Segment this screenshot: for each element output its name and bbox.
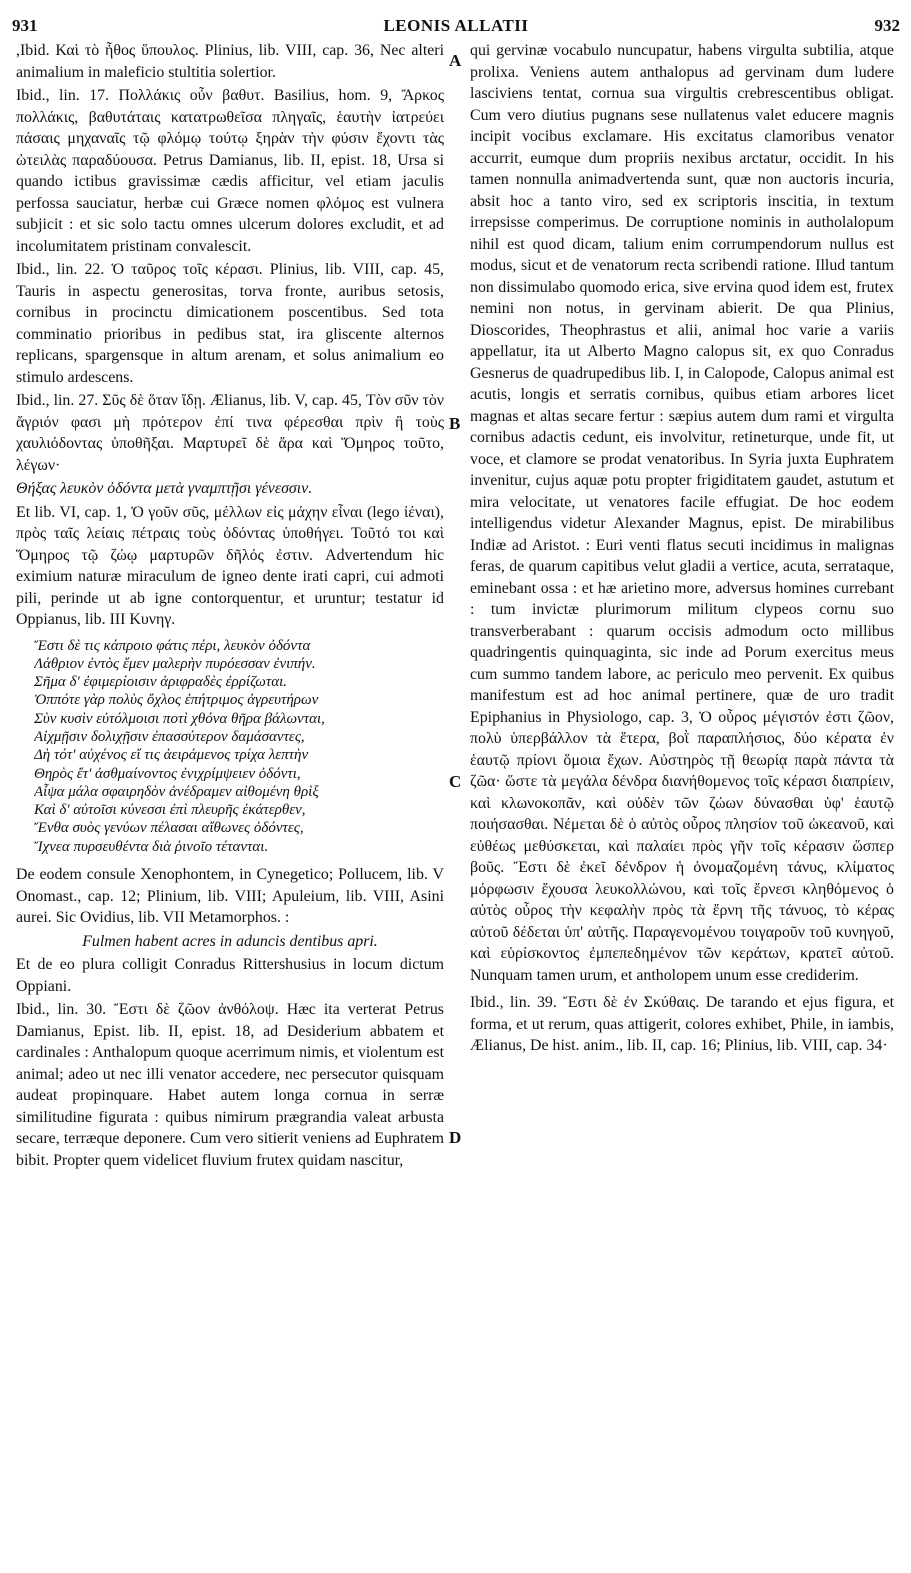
running-title: LEONIS ALLATII [383, 16, 529, 35]
verse-line: Αἰχμῇσιν δολιχῇσιν ἐπασσύτερον δαμάσαντες, [34, 728, 305, 745]
page-header [12, 6, 900, 36]
verse-line: Σῆμα δ' ἐφιμερίοισιν ἀριφραδὲς ἐρρίζωται. [34, 674, 288, 691]
paragraph: Ibid., lin. 39. Ἔστι δὲ ἐν Σκύθαις. De tarando et ejus figura, et forma, et ut rerum, quas attigerit, colores exhibet, Phile, in iambis, Ælianus, De hist. anim., lib. II, cap. 16; Plinius, lib. VIII, cap. 34· [470, 994, 894, 1054]
left-column [16, 40, 444, 1171]
paragraph: Ibid., lin. 27. Σῦς δὲ ὅταν ἴδῃ. Ælianus, lib. V, cap. 45, Τὸν σῦν τὸν ἄγριόν φασι μὴ πρότερον ἐπί τινα φέρεσθαι πρὶν ἢ τοὺς χαυλιόδοντας ὑποθῆξαι. Μαρτυρεῖ δὲ ἄρα καὶ Ὅμηρος τοῦτο, λέγων· [16, 392, 444, 474]
paragraph: Ibid., lin. 30. Ἔστι δὲ ζῶον ἀνθόλοψ. Hæc ita verterat Petrus Damianus, Epist. lib. II, epist. 18, ad Desiderium abbatem et cardinales : Anthalopum quoque acerrimum nimis, et violentum est animal; adeo ut nec illi venator accedere, nec persecutor quisquam audeat propinquare. Habet autem longa cornua in serræ similitudine figurata : quibus nimirum prægrandia valeat arbusta secare, terræque deponere. Cum vero sitierit veniens ad Euphratem bibit. Propter quem videlicet fluvium frutex quidam nascitur, [16, 1001, 444, 1169]
verse-line: Καὶ δ' αὐτοῖσι κύνεσσι ἐπὶ πλευρῆς ἑκάτερθεν, [34, 802, 306, 819]
verse-line: Λάθριον ἐντὸς ἔμεν μαλερὴν πυρόεσσαν ἐνιπήν. [34, 655, 316, 672]
margin-marker-a: A [449, 51, 462, 70]
verse-line: Αἶψα μάλα σφαιρηδὸν ἀνέδραμεν αἰθομένη θρὶξ [34, 783, 319, 800]
quoted-verse-line: Fulmen habent acres in aduncis dentibus apri. [82, 932, 378, 950]
paragraph: Ibid., lin. 17. Πολλάκις οὖν βαθυτ. Basilius, hom. 9, Ἄρκος πολλάκις, βαθυτάταις κατατρωθεῖσα πληγαῖς, ἑαυτὴν ἰατρεύει πάσαις μηχαναῖς τῷ φλόμῳ τούτῳ ξηρὰν τὴν φύσιν ἔχοντι τὰς ὠτειλὰς παραδύουσα. Petrus Damianus, lib. II, epist. 18, Ursa si quando ictibus gravissimæ cædis afficitur, vel etiam jaculis perfossa sauciatur, herbæ cui Græce nomen φλόμος est vulnera subjicit : et sic solo tactu omnes ulcerum dolores excludit, et ad incolumitatem pristinam convalescit. [16, 87, 444, 255]
paragraph: ,Ibid. Καὶ τὸ ἦθος ὕπουλος. Plinius, lib. VIII, cap. 36, Nec alteri animalium in maleficio stultitia solertior. [16, 42, 444, 81]
paragraph: Et de eo plura colligit Conradus Rittershusius in locum dictum Oppiani. [16, 956, 444, 995]
verse-line: Ἔστι δὲ τις κάπροιο φάτις πέρι, λευκὸν ὀδόντα [34, 637, 311, 654]
paragraph: qui gervinæ vocabulo nuncupatur, habens virgulta subtilia, atque prolixa. Veniens autem anthalopus ad gervinam dum ludere lasciviens tentat, cornua sua virgultis crebrescentibus obligat. Cum vero diutius pugnans sese nullatenus valet educere magnis incipit vocibus exclamare. His excitatus clamoribus venator accurrit, eumque dum propriis nexibus arctatur, occidit. In his tamen nonnulla animadvertenda sunt, quæ non auctoris incuria, absit hoc a tanto viro, sed ex scriptoris inscitia, in textum irrepsisse comperimus. De corruptione nominis in autholalopum nihil est quod dicam, talium enim corrumpendorum nullus est modus, sicut et de venatorum recta scribendi ratione. Illud tantum non dissimulabo quomodo erica, sive ervina quod idem est, frutex nemini non notus, in gervinam abierit. De qua Plinius, Dioscorides, Theophrastus et alii, animal hoc varie a variis appellatur, ita ut Alberto Magno calopus sit, ex quo Conradus Gesnerus de quadrupedibus lib. I, in Calopode, Calopus animal est acutis, longis et serratis cornibus, quibus etiam arbores licet magnas et altas secare fertur : sæpius autem dum rami et virgulta cornibus adactis cedunt, eis involvitur, retineturque, unde fit, ut voce, et clamore se prodat venatoribus. In Syria juxta Euphratem invenitur, cujus aquæ potu propter frigiditatem gaudet, astutum et mira velocitate, ut venatores facile effugiat. De hoc eodem intelligendus videtur Alexander Magnus, epist. De mirabilibus Indiæ ad Aristot. : Euri venti flatus secuti incidimus in malignas feras, de quarum capitibus velut gladii a vertice, acuta, serrataque, eminebant ossa : et hæ arietino more, adversus homines currebant : tum invictæ plurimorum militum clypeos cornu suo transverberabant : quarum occisis admodum octo millibus quadringentis quinquaginta, sic inde ad Porum exercitus meus cum summo tandem labore, ac periculo meo pervenit. Ex quibus manifestum est ad hoc animal pertinere, quæ de uro tradit Epiphanius in Physiologo, cap. 3, Ὁ οὖρος μέγιστόν ἐστι ζῶον, πολὺ ὑπερβάλλον τὰ ἕτερα, βοῒ παραπλήσιος, δύο κέρατα ἐν ἑαυτῷ πρίονι ὅμοια ἔχων. Αὐστηρὸς τῇ θεωρίᾳ παρὰ πάντα τὰ ζῶα· ὥστε τὰ μεγάλα δένδρα διανήθομενος τοῖς κέρασι διαπρίειν, καὶ κλωνοκοπᾶν, καὶ οὐδὲν τῶν ζώων δύνασθαι ὑφ' ἑαυτῷ ποιήσασθαι. Νέμεται δὲ ὁ αὐτὸς οὖρος πλησίον τοῦ ὠκεανοῦ, καὶ εὐθέως μεθύσκεται, καὶ παλαίει πρὸς γῆν τοῖς κέρασιν ὥσπερ βοῦς. Ἔστι δὲ ἐκεῖ δένδρον ἡ ὀνομαζομένη τάνυς, κλίματος μόρφωσιν ἔχουσα λευκολλώνου, καὶ τοῖς ἔρνεσι κληθόμενος ὁ αὐτὸς οὖρος τὴν κεφαλὴν πρὸς τὰ ἔρνη τῆς τάνυος, τὸ κέρας αὐτοῦ δέδεται ὑπ' αὐτῆς. Παραγενομένου τοιγαροῦν τοῦ κυνηγοῦ, καὶ εὑρίσκοντος ἐμπεπεδημένον τῶν κεράτων, κρατεῖ αὐτοῦ. Nunquam tamen urum, et antholopem unum esse crediderim. [470, 42, 894, 984]
verse-line: Ὁππότε γὰρ πολὺς ὄχλος ἐπήτριμος ἀγρευτήρων [34, 692, 319, 709]
margin-marker-b: B [449, 414, 461, 433]
margin-marker-c: C [449, 772, 462, 791]
verse-line: Ἴχνεα πυρσευθέντα διὰ ῥινοῖο τέτανται. [34, 838, 269, 855]
margin-marker-d: D [449, 1128, 462, 1147]
paragraph: De eodem consule Xenophontem, in Cynegetico; Pollucem, lib. V Onomast., cap. 12; Plinium, lib. VIII; Apuleium, lib. VIII, Asini aurei. Sic Ovidius, lib. VII Metamorphos. : [16, 866, 444, 927]
right-column [470, 40, 894, 1057]
verse-block [34, 637, 444, 857]
verse-line: Θηρὸς ἔτ' ἀσθμαίνοντος ἐνιχρίμψειεν ὀδόντι, [34, 765, 301, 782]
verse-line: Σὺν κυσὶν εὐτόλμοισι ποτὶ χθόνα θῆρα βάλωνται, [34, 710, 325, 727]
paragraph: Et lib. VI, cap. 1, Ὁ γοῦν σῦς, μέλλων εἰς μάχην εἶναι (lego ἰέναι), πρὸς ταῖς λείαις πέτραις τοὺς ὀδόντας ὑποθήγει. Τοῦτό τοι καὶ Ὅμηρος τῷ ζώῳ μαρτυρῶν δῆλός ἐστιν. Advertendum hic eximium naturæ miraculum de igneo dente irati capri, cui admoti pili, perinde ut ab igne contorquentur, et uruntur; testatur id Oppianus, lib. III Κυνηγ. [16, 503, 444, 628]
page-number-right: 932 [874, 16, 900, 35]
quoted-verse-line: Θήξας λευκὸν ὀδόντα μετὰ γναμπτῇσι γένεσσιν. [16, 480, 313, 497]
verse-line: Ἔνθα συὸς γενύων πέλασαι αἴθωνες ὀδόντες, [34, 820, 304, 837]
page-number-left: 931 [12, 16, 38, 35]
paragraph: Ibid., lin. 22. Ὁ ταῦρος τοῖς κέρασι. Plinius, lib. VIII, cap. 45, Tauris in aspectu generositas, torva fronte, auribus setosis, cornibus in procinctu dimicationem poscentibus. Sed tota comminatio prioribus in pedibus stat, ira gliscente alternos replicans, spargensque in altum arenam, et solus animalium eo stimulo ardescens. [16, 261, 444, 386]
verse-line: Δὴ τότ' αὐχένος εἴ τις ἀειράμενος τρίχα λεπτὴν [34, 747, 309, 764]
